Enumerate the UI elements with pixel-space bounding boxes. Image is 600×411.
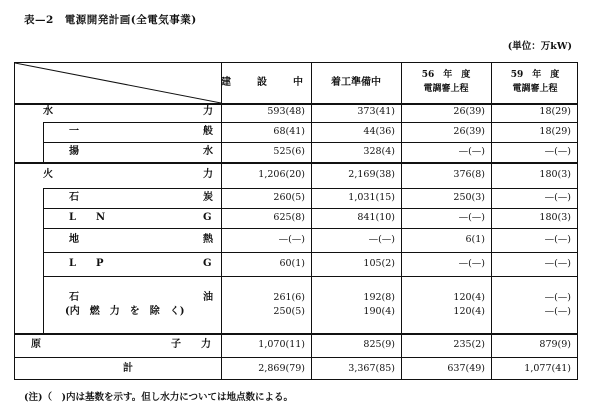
- group-divider: [15, 162, 577, 164]
- cell-value: 1,070(11): [258, 339, 305, 350]
- cell-value: 1,031(15): [348, 192, 395, 203]
- row-divider: [43, 276, 577, 277]
- header-fy56-line2: 電調審上程: [423, 84, 469, 94]
- cell-value: 250(5): [273, 306, 305, 317]
- row-divider: [43, 142, 577, 143]
- cell-value: —(—): [544, 258, 571, 269]
- cell-value: 593(48): [267, 106, 305, 117]
- row-label-a: 石: [69, 192, 79, 203]
- cell-value: —(—): [368, 234, 395, 245]
- cell-value: 250(3): [453, 192, 485, 203]
- cell-value: —(—): [544, 292, 571, 303]
- power-plan-table: [14, 62, 578, 380]
- row-label-a: L P: [69, 258, 104, 269]
- footnote: (注)（ )内は基数を示す。但し水力については地点数による。: [24, 392, 294, 403]
- row-label-a: 原: [31, 339, 41, 350]
- cell-value: 1,077(41): [524, 363, 571, 374]
- row-label-a: 水: [43, 106, 53, 117]
- cell-value: 328(4): [363, 146, 395, 157]
- row-label-b: 炭: [203, 192, 213, 203]
- cell-value: 6(1): [465, 234, 485, 245]
- header-fy56-line1: 56 年 度: [421, 70, 471, 80]
- cell-value: 105(2): [363, 258, 395, 269]
- cell-value: 44(36): [363, 126, 395, 137]
- row-label-b: 計: [123, 363, 133, 374]
- table-title: 表—2 電源開発計画(全電気事業): [24, 14, 197, 26]
- cell-value: 26(39): [453, 126, 485, 137]
- row-label-a: L N: [69, 212, 106, 223]
- cell-value: 261(6): [273, 292, 305, 303]
- row-divider: [43, 228, 577, 229]
- row-label-a: 一: [69, 126, 79, 137]
- row-label-b: G: [203, 212, 212, 223]
- cell-value: 260(5): [273, 192, 305, 203]
- header-preparing: 着工準備中: [331, 77, 381, 88]
- row-label-b: 水: [203, 146, 213, 157]
- row-label-b: G: [203, 258, 212, 269]
- cell-value: 625(8): [273, 212, 305, 223]
- row-label-a: 揚: [69, 146, 79, 157]
- cell-value: —(—): [544, 234, 571, 245]
- cell-value: 841(10): [357, 212, 395, 223]
- cell-value: 525(6): [273, 146, 305, 157]
- cell-value: 68(41): [273, 126, 305, 137]
- total-divider: [15, 357, 577, 358]
- cell-value: 18(29): [539, 106, 571, 117]
- cell-value: 2,169(38): [348, 169, 395, 180]
- row-divider: [43, 188, 577, 189]
- row-divider: [43, 122, 577, 123]
- header-fy59-line1: 59 年 度: [510, 70, 560, 80]
- row-label-a: 地: [69, 234, 79, 245]
- row-label-b: 熱: [203, 234, 213, 245]
- cell-value: 192(8): [363, 292, 395, 303]
- cell-value: 18(29): [539, 126, 571, 137]
- row-label-b: 子 力: [171, 339, 211, 350]
- cell-value: 190(4): [363, 306, 395, 317]
- cell-value: —(—): [458, 258, 485, 269]
- cell-value: 879(9): [539, 339, 571, 350]
- cell-value: 26(39): [453, 106, 485, 117]
- cell-value: 1,206(20): [258, 169, 305, 180]
- header-under-construction: 建 設 中: [221, 77, 311, 88]
- row-divider: [43, 252, 577, 253]
- cell-value: 180(3): [539, 169, 571, 180]
- header-diagonal: [15, 63, 221, 103]
- cell-value: 2,869(79): [258, 363, 305, 374]
- cell-value: 373(41): [357, 106, 395, 117]
- cell-value: —(—): [544, 192, 571, 203]
- row-label-b: 般: [203, 126, 213, 137]
- row-divider: [43, 208, 577, 209]
- cell-value: —(—): [458, 212, 485, 223]
- row-label-a: 火: [43, 169, 53, 180]
- cell-value: 825(9): [363, 339, 395, 350]
- cell-value: 637(49): [447, 363, 485, 374]
- row-label-b: 油: [203, 292, 213, 303]
- row-label-a: 石: [69, 292, 79, 303]
- cell-value: —(—): [278, 234, 305, 245]
- cell-value: 120(4): [453, 292, 485, 303]
- cell-value: —(—): [544, 306, 571, 317]
- row-label-a: (内 燃 力 を 除 く): [65, 306, 185, 317]
- row-label-b: 力: [203, 169, 213, 180]
- cell-value: —(—): [458, 146, 485, 157]
- group-divider: [15, 333, 577, 335]
- cell-value: 235(2): [453, 339, 485, 350]
- indent-line: [43, 188, 44, 333]
- header-fy59-line2: 電調審上程: [512, 84, 558, 94]
- cell-value: 180(3): [539, 212, 571, 223]
- cell-value: 376(8): [453, 169, 485, 180]
- unit-label: (単位：万kW): [507, 41, 572, 52]
- cell-value: 120(4): [453, 306, 485, 317]
- cell-value: —(—): [544, 146, 571, 157]
- cell-value: 60(1): [279, 258, 305, 269]
- row-label-b: 力: [203, 106, 213, 117]
- cell-value: 3,367(85): [348, 363, 395, 374]
